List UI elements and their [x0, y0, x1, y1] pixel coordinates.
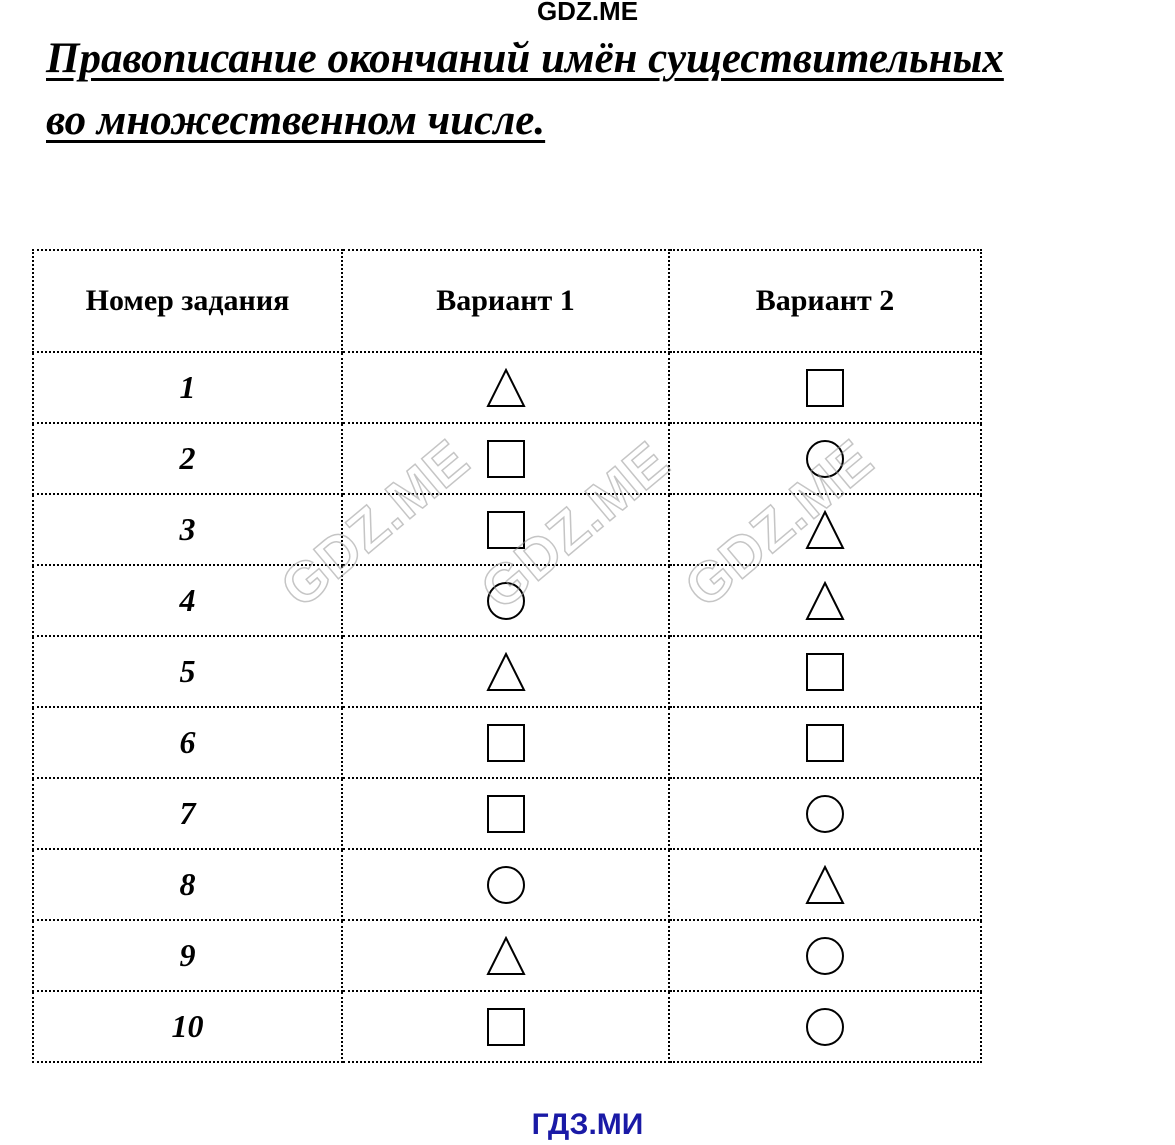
task-number: 3	[33, 494, 342, 565]
variant-2-answer	[669, 352, 981, 423]
variant-1-answer	[342, 494, 669, 565]
circle-icon	[805, 936, 845, 976]
task-number: 1	[33, 352, 342, 423]
table-row	[33, 494, 981, 565]
triangle-icon	[805, 581, 845, 621]
square-icon	[486, 794, 526, 834]
variant-1-answer	[342, 778, 669, 849]
square-icon	[805, 368, 845, 408]
variant-2-answer	[669, 423, 981, 494]
variant-2-answer	[669, 565, 981, 636]
variant-1-answer	[342, 991, 669, 1062]
circle-icon	[805, 439, 845, 479]
variant-2-answer	[669, 849, 981, 920]
watermark-1: GDZ.ME	[268, 426, 481, 620]
variant-2-answer	[669, 636, 981, 707]
variant-1-answer	[342, 352, 669, 423]
circle-icon	[805, 794, 845, 834]
site-header-logo: GDZ.ME	[536, 0, 639, 26]
task-number: 7	[33, 778, 342, 849]
task-number: 8	[33, 849, 342, 920]
task-number: 2	[33, 423, 342, 494]
task-number: 5	[33, 636, 342, 707]
header-variant-2: Вариант 2	[669, 250, 981, 352]
table-header-row	[33, 250, 981, 352]
variant-1-answer	[342, 849, 669, 920]
square-icon	[805, 723, 845, 763]
table-row	[33, 849, 981, 920]
variant-1-answer	[342, 423, 669, 494]
square-icon	[486, 510, 526, 550]
variant-2-answer	[669, 494, 981, 565]
table-row	[33, 636, 981, 707]
task-number: 6	[33, 707, 342, 778]
circle-icon	[805, 1007, 845, 1047]
triangle-icon	[805, 865, 845, 905]
circle-icon	[486, 865, 526, 905]
variant-1-answer	[342, 636, 669, 707]
table-row	[33, 565, 981, 636]
task-number: 10	[33, 991, 342, 1062]
header-task-number: Номер задания	[33, 250, 342, 352]
square-icon	[805, 652, 845, 692]
triangle-icon	[486, 652, 526, 692]
task-number: 4	[33, 565, 342, 636]
square-icon	[486, 439, 526, 479]
variant-1-answer	[342, 707, 669, 778]
square-icon	[486, 723, 526, 763]
variant-1-answer	[342, 565, 669, 636]
variant-2-answer	[669, 991, 981, 1062]
table-row	[33, 778, 981, 849]
triangle-icon	[805, 510, 845, 550]
watermark-2: GDZ.ME	[468, 428, 681, 622]
table-row	[33, 920, 981, 991]
header-variant-1: Вариант 1	[342, 250, 669, 352]
answers-table	[32, 249, 982, 1063]
variant-2-answer	[669, 707, 981, 778]
table-row	[33, 423, 981, 494]
square-icon	[486, 1007, 526, 1047]
circle-icon	[486, 581, 526, 621]
title-line-1: Правописание окончаний имён существительных	[46, 35, 1004, 82]
variant-2-answer	[669, 778, 981, 849]
site-footer-logo: ГДЗ.МИ	[531, 1108, 644, 1141]
triangle-icon	[486, 368, 526, 408]
watermark-3: GDZ.ME	[672, 426, 885, 620]
table-row	[33, 991, 981, 1062]
table-row	[33, 707, 981, 778]
page-title	[46, 28, 1146, 152]
variant-1-answer	[342, 920, 669, 991]
triangle-icon	[486, 936, 526, 976]
title-line-2: во множественном числе.	[46, 97, 546, 144]
task-number: 9	[33, 920, 342, 991]
variant-2-answer	[669, 920, 981, 991]
table-row	[33, 352, 981, 423]
